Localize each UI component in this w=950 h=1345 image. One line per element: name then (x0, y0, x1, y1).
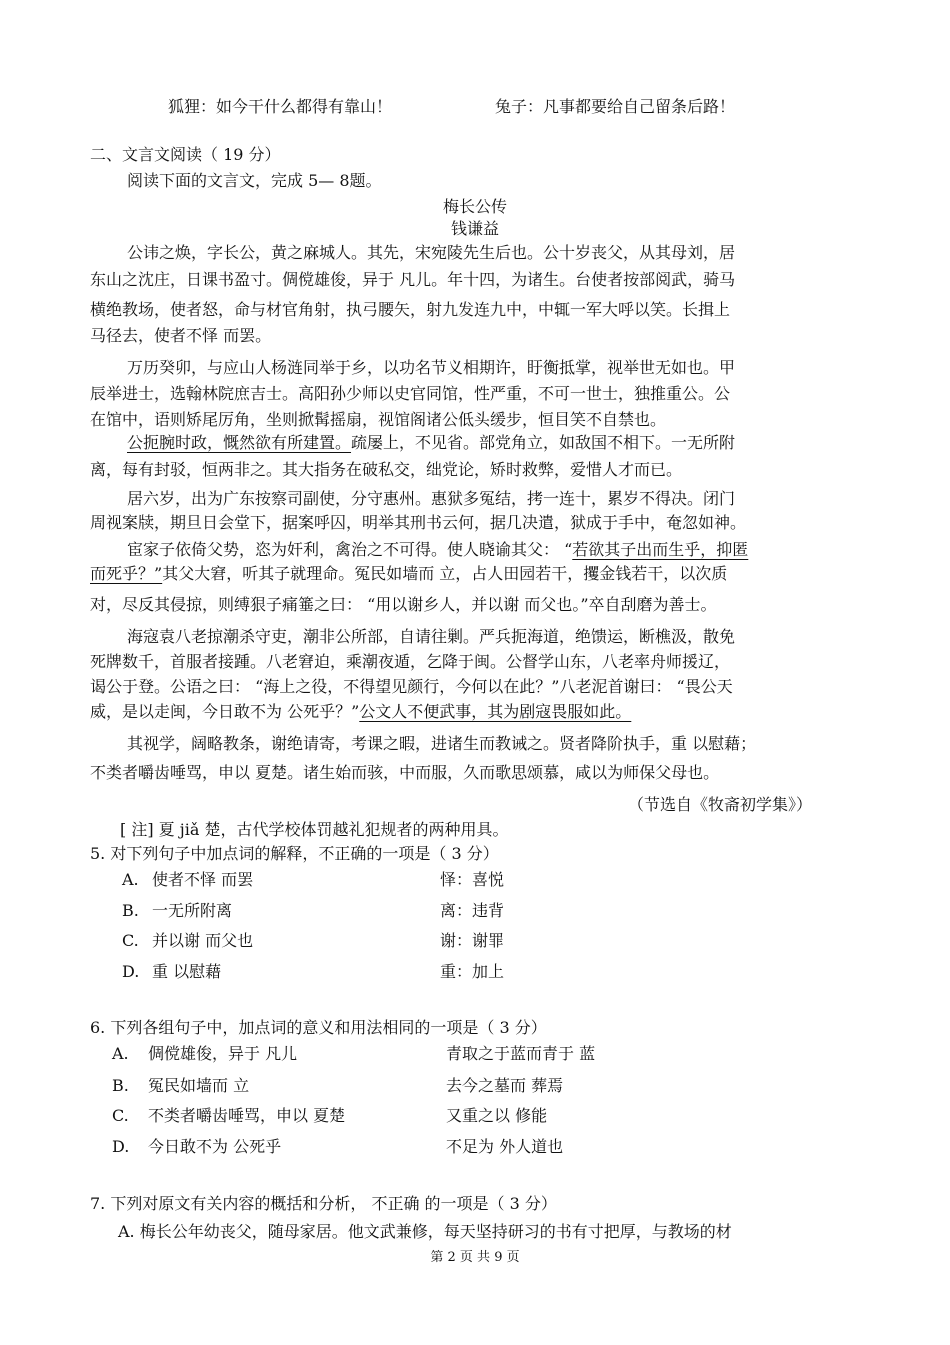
passage-text: 宦家子依倚父势，恣为奸利，禽治之不可得。使人晓谕其父： “ (127, 540, 573, 559)
passage-text: 周视案牍，期旦日会堂下，据案呼囚，明举其刑书云何，据几决遣，狱成于手中，奄忽如神。 (90, 513, 747, 532)
passage-text: 死牌数千，首服者接踵。八老窘迫，乘潮夜遁，乞降于闽。公督学山东，八老率舟师援辽， (90, 652, 731, 671)
option-label: A. (122, 870, 139, 889)
passage-line (127, 734, 756, 754)
option-pair: 不足为 外人道也 (446, 1137, 564, 1156)
passage-text: 其父大窘，听其子就理命。冤民如墙而 立，占人田园若干，攫金钱若干，以次质 (162, 564, 728, 583)
passage-text: 海寇袁八老掠潮杀守吏，潮非公所部，自请往剿。严兵扼海道，绝馈运，断樵汲，散免 (127, 627, 736, 646)
passage-line (90, 702, 631, 722)
option-label: D. (112, 1137, 130, 1156)
option-text: 重 以慰藉 (152, 962, 222, 981)
passage-text: 居六岁，出为广东按察司副使，分守惠州。惠狱多冤结，拷一连十，累岁不得决。闭门 (127, 489, 736, 508)
option-text: 一无所附离 (152, 901, 233, 920)
source-citation: （节选自《牧斋初学集》） (628, 795, 813, 814)
option-text: 使者不怿 而罢 (152, 870, 254, 889)
option-pair: 去今之墓而 葬焉 (446, 1076, 564, 1095)
option-gloss: 怿：喜悦 (440, 870, 505, 889)
passage-line (90, 513, 746, 533)
passage-line (90, 595, 717, 615)
passage-text: 万历癸卯，与应山人杨涟同举于乡，以功名节义相期许，盱衡抵掌，视举世无如也。甲 (127, 358, 736, 377)
passage-line (90, 460, 682, 480)
fox-quote: 狐狸：如今干什么都得有靠山！ (168, 97, 393, 116)
underlined-sentence: 若欲其子出而生乎，抑匿 (572, 540, 749, 559)
passage-text: 在馆中，语则矫尾厉角，坐则掀髯摇扇，视馆阁诸公低头缓步，恒目笑不自禁也。 (90, 410, 667, 429)
passage-text: 其视学，阔略教条，谢绝请寄，考课之暇，进诸生而教诫之。贤者降阶执手，重 以慰藉； (127, 734, 757, 753)
passage-text: 谒公于登。公语之曰： “海上之役，不得望见颜行，今何以在此？”八老泥首谢曰： “畏公天 (90, 677, 733, 696)
passage-text: 东山之沈庄，日课书盈寸。倜傥雄俊，异于 凡儿。年十四，为诸生。台使者按部阅武，骑马 (90, 270, 736, 289)
section-instruction: 阅读下面的文言文，完成 5— 8题。 (127, 171, 382, 190)
option-text: 并以谢 而父也 (152, 931, 254, 950)
passage-line (127, 433, 735, 453)
passage-line (90, 410, 666, 430)
passage-author: 钱谦益 (450, 219, 499, 238)
passage-line (90, 270, 735, 290)
underlined-sentence: 公文人不便武事，其为剧寇畏服如此。 (359, 702, 632, 721)
passage-text: 横绝教场，使者怒，命与材官角射，执弓腰矢，射九发连九中，中辄一军大呼以笑。长揖上 (90, 300, 731, 319)
passage-title: 梅长公传 (442, 197, 507, 216)
option-label: C. (112, 1106, 129, 1125)
option-label: A. (112, 1044, 129, 1063)
passage-text: 威，是以走闽，今日敢不为 公死乎？” (90, 702, 360, 721)
option-text: 倜傥雄俊，异于 凡儿 (148, 1044, 298, 1063)
section-heading: 二、文言文阅读（ 19 分） (90, 145, 281, 164)
option-label: B. (122, 901, 139, 920)
passage-text: 不类者嚼齿唾骂，申以 夏楚。诸生始而骇，中而服，久而歌思颂慕，咸以为师保父母也。 (90, 763, 720, 782)
option-text: 不类者嚼齿唾骂，申以 夏楚 (148, 1106, 346, 1125)
option-text: 冤民如墙而 立 (148, 1076, 250, 1095)
option-a: A. 梅长公年幼丧父，随母家居。他文武兼修，每天坚持研习的书有寸把厚，与教场的材 (118, 1222, 732, 1241)
annotation-note: [ 注] 夏 jiǎ 楚，古代学校体罚越礼犯规者的两种用具。 (120, 820, 509, 839)
question-stem: 6. 下列各组句子中，加点词的意义和用法相同的一项是（ 3 分） (90, 1018, 547, 1037)
passage-line (90, 677, 733, 697)
question-stem: 5. 对下列句子中加点词的解释，不正确的一项是（ 3 分） (90, 844, 499, 863)
passage-text: 马径去，使者不怿 而罢。 (90, 326, 272, 345)
passage-text: 对，尽反其侵掠，则缚狠子痛箠之曰： “用以谢乡人，并以谢 而父也。”卒自刮磨为善士。 (90, 595, 717, 614)
option-gloss: 离：违背 (440, 901, 505, 920)
option-label: C. (122, 931, 139, 950)
option-pair: 青取之于蓝而青于 蓝 (446, 1044, 596, 1063)
page-number: 第 2 页 共 9 页 (430, 1250, 520, 1265)
passage-line (90, 326, 271, 346)
passage-line (90, 300, 730, 320)
passage-text: 疏屡上，不见省。部党角立，如敌国不相下。一无所附 (351, 433, 736, 452)
option-text: 今日敢不为 公死乎 (148, 1137, 282, 1156)
question-stem: 7. 下列对原文有关内容的概括和分析， 不正确 的一项是（ 3 分） (90, 1194, 557, 1213)
option-gloss: 谢：谢罪 (440, 931, 505, 950)
option-gloss: 重：加上 (440, 962, 505, 981)
passage-line (90, 652, 730, 672)
rabbit-quote: 兔子：凡事都要给自己留条后路！ (495, 97, 736, 116)
option-label: B. (112, 1076, 129, 1095)
passage-line (90, 384, 730, 404)
option-label: D. (122, 962, 140, 981)
passage-line (90, 564, 727, 584)
passage-line (127, 489, 735, 509)
option-pair: 又重之以 修能 (446, 1106, 548, 1125)
passage-line (127, 627, 735, 647)
passage-text: 辰举进士，选翰林院庶吉士。高阳孙少师以史官同馆，性严重，不可一世士，独推重公。公 (90, 384, 731, 403)
underlined-sentence: 公扼腕时政，慨然欲有所建置。 (127, 433, 352, 452)
passage-line (127, 540, 748, 560)
underlined-sentence: 而死乎？” (90, 564, 163, 583)
passage-line (127, 243, 735, 263)
passage-text: 离，每有封驳，恒两非之。其大指务在破私交，绌党论，矫时救弊，爱惜人才而已。 (90, 460, 683, 479)
passage-text: 公讳之焕，字长公，黄之麻城人。其先，宋宛陵先生后也。公十岁丧父，从其母刘，居 (127, 243, 736, 262)
passage-line (90, 763, 719, 783)
passage-line (127, 358, 735, 378)
